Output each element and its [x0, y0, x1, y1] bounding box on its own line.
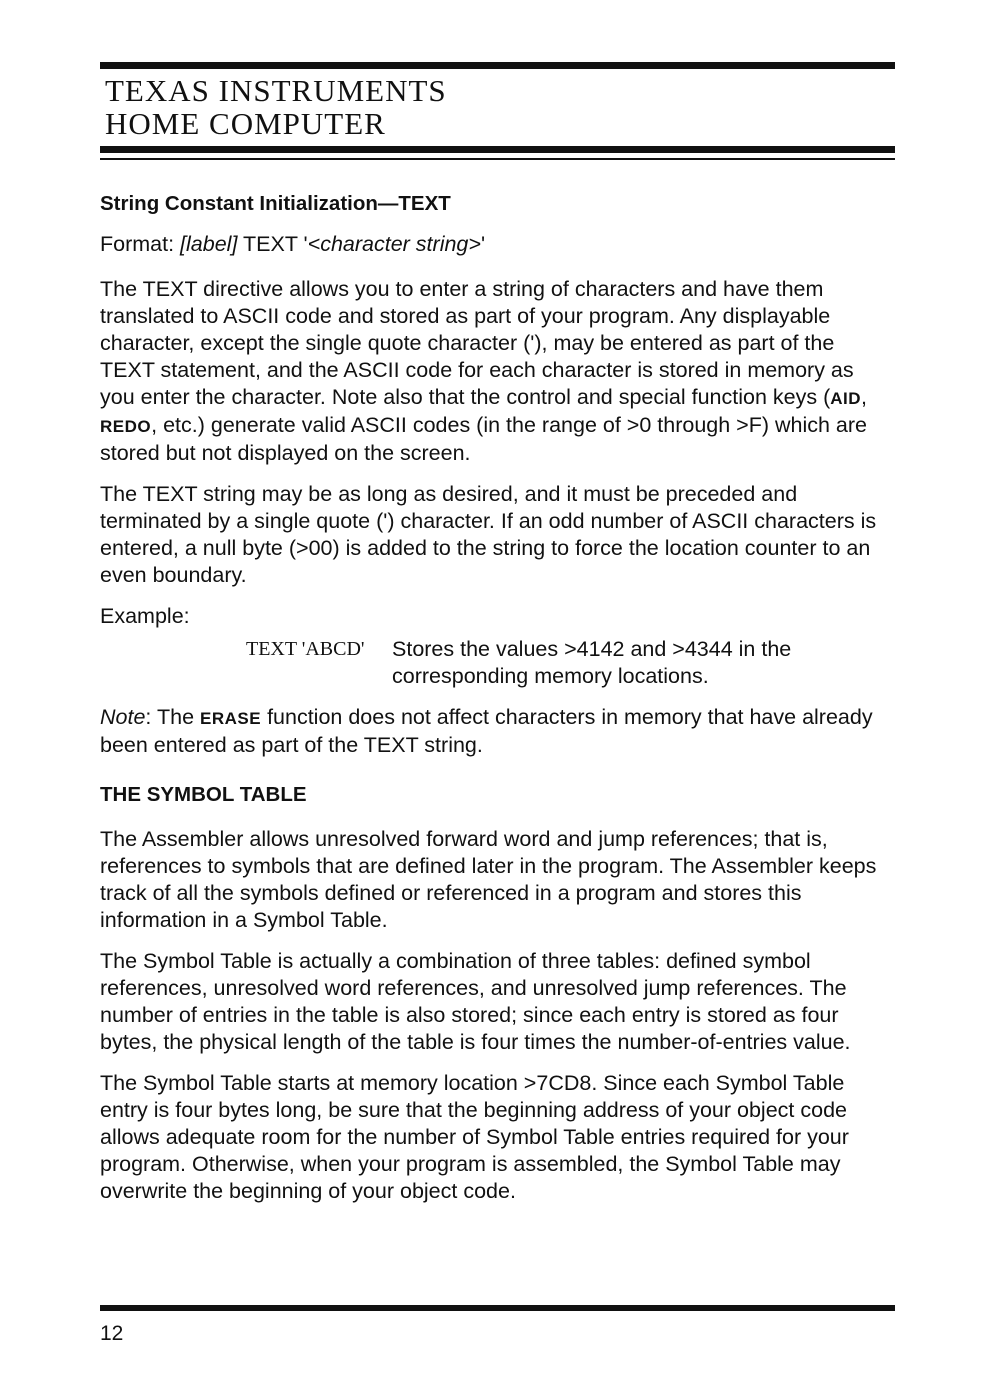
note-part-b: function does not affect characters in memory that have already been entered as part of the TEXT string. [100, 705, 873, 757]
note-label: Note [100, 705, 146, 729]
footer-rule [100, 1305, 895, 1311]
symbol-table-paragraph-2: The Symbol Table is actually a combination of three tables: defined symbol references, unresolved word references, and unresolved jump references. The number of entries in the table is also stored; since each entry is stored as four bytes, the physical length of the table is four times the number-of-entries value. [100, 949, 851, 1054]
format-middle: TEXT ' [237, 232, 308, 256]
para1-part-b: , [861, 385, 867, 409]
example-code: TEXT 'ABCD' [246, 638, 365, 660]
text-directive-paragraph [100, 276, 880, 467]
note-paragraph [100, 704, 880, 759]
brand-line-2: HOME COMPUTER [105, 106, 386, 141]
page-body [100, 190, 880, 1219]
key-redo: REDO [100, 417, 152, 436]
format-prefix: Format: [100, 232, 181, 256]
section-heading-text: String Constant Initialization—TEXT [100, 192, 451, 215]
format-label: [label] [180, 232, 238, 256]
section-heading-symbol-table: THE SYMBOL TABLE [100, 783, 307, 806]
note-part-a: : The [145, 705, 201, 729]
header-bottom-rule-thin [100, 158, 895, 160]
symbol-table-paragraph-1: The Assembler allows unresolved forward word and jump references; that is, references to symbols that are defined later in the program. The Assembler keeps track of all the symbols defined or referenced in a program and stores this information in a Symbol Table. [100, 827, 877, 932]
example-label: Example: [100, 604, 190, 628]
example-description: Stores the values >4142 and >4344 in the corresponding memory locations. [392, 637, 792, 688]
para1-part-c: , etc.) generate valid ASCII codes (in the range of >0 through >F) which are stored but not displayed on the screen. [100, 413, 867, 465]
header-top-rule [100, 62, 895, 69]
header-bottom-rule-thick [100, 146, 895, 153]
format-suffix: ' [480, 232, 486, 256]
format-arg: <character string> [307, 232, 481, 256]
example-row [100, 636, 880, 690]
header-brand [105, 74, 447, 140]
key-erase: ERASE [200, 709, 262, 728]
text-string-paragraph: The TEXT string may be as long as desired, and it must be preceded and terminated by a single quote (') character. If an odd number of ASCII characters is entered, a null byte (>00) is added to the string to force the location counter to an even boundary. [100, 482, 877, 587]
symbol-table-paragraph-3: The Symbol Table starts at memory location >7CD8. Since each Symbol Table entry is four bytes long, be sure that the beginning address of your object code allows adequate room for the number of Symbol Table entries required for your program. Otherwise, when your program is assembled, the Symbol Table may overwrite the beginning of your object code. [100, 1071, 849, 1203]
key-aid: AID [830, 389, 862, 408]
page-number: 12 [100, 1322, 124, 1345]
para1-part-a: The TEXT directive allows you to enter a string of characters and have them translated to ASCII code and stored as part of your program. Any displayable character, except the single quote character ('), may be entered as part of the TEXT statement, and the ASCII code for each character is stored in memory as you enter the character. Note also that the control and special function keys ( [100, 277, 854, 409]
brand-line-1: TEXAS INSTRUMENTS [105, 73, 447, 108]
format-line [100, 231, 880, 258]
